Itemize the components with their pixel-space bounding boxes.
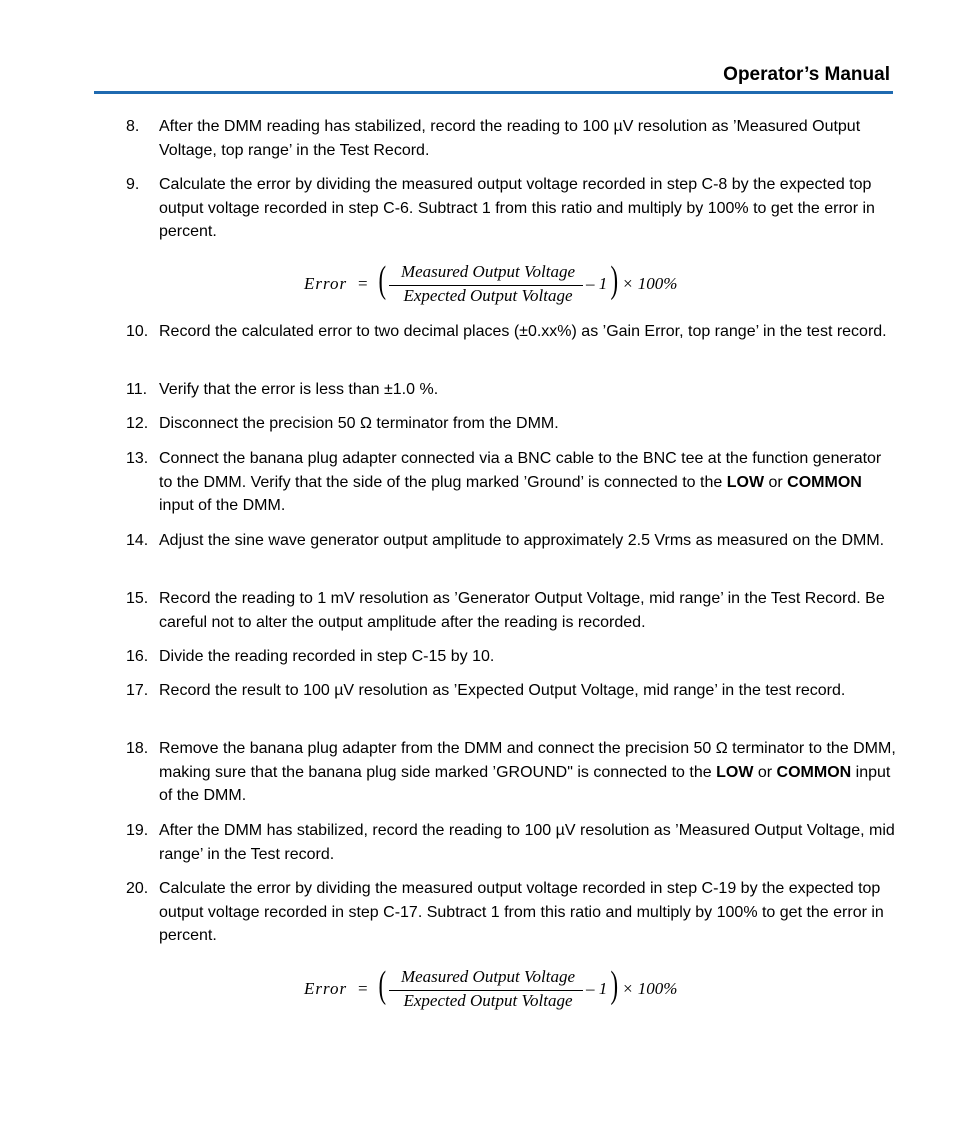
step-text: Verify that the error is less than ±1.0 %. bbox=[159, 381, 439, 398]
equation-paren-left: ( bbox=[378, 964, 387, 1006]
equation-multiplier: × 100% bbox=[622, 979, 678, 998]
equation-denominator: Expected Output Voltage bbox=[403, 286, 573, 305]
step-number: 16. bbox=[126, 648, 149, 665]
equation-equals: = bbox=[358, 274, 368, 293]
step-text: Adjust the sine wave generator output amplitude to approximately 2.5 Vrms as measured on the DMM. bbox=[159, 532, 885, 549]
emphasis-common: COMMON bbox=[787, 473, 862, 491]
step-20 bbox=[126, 877, 896, 948]
step-11 bbox=[126, 378, 896, 402]
equation-numerator: Measured Output Voltage bbox=[400, 967, 576, 986]
step-text: After the DMM reading has stabilized, record the reading to 100 µV resolution as ’Measured Output Voltage, top range’ in the Test Record. bbox=[159, 118, 861, 159]
equation-paren-right: ) bbox=[610, 259, 619, 301]
step-number: 10. bbox=[126, 323, 149, 340]
step-19 bbox=[126, 819, 896, 866]
step-text bbox=[159, 447, 896, 518]
step-14 bbox=[126, 529, 896, 553]
equation-paren-left: ( bbox=[378, 259, 387, 301]
step-number: 13. bbox=[126, 450, 149, 467]
step-number: 20. bbox=[126, 880, 149, 897]
step-number: 15. bbox=[126, 590, 149, 607]
step-15 bbox=[126, 587, 896, 634]
equation-paren-right: ) bbox=[610, 964, 619, 1006]
step-8 bbox=[126, 115, 896, 162]
step-number: 11. bbox=[126, 381, 148, 398]
equation-lhs: Error bbox=[304, 274, 348, 293]
equation-denominator: Expected Output Voltage bbox=[403, 991, 573, 1010]
emphasis-low: LOW bbox=[726, 473, 765, 491]
step-10 bbox=[126, 320, 896, 344]
equation-numerator: Measured Output Voltage bbox=[400, 262, 576, 281]
equation-lhs: Error bbox=[304, 979, 348, 998]
header-rule bbox=[94, 91, 893, 94]
step-number: 8. bbox=[126, 118, 140, 135]
equation-multiplier: × 100% bbox=[622, 274, 678, 293]
gain-error-equation-mid bbox=[300, 965, 700, 1015]
gain-error-equation-top bbox=[300, 260, 700, 310]
step-text: Record the reading to 1 mV resolution as ’Generator Output Voltage, mid range’ in the Test Record. Be careful not to alter the output amplitude after the reading is recorded. bbox=[159, 590, 885, 631]
step-text-part: Remove the banana plug adapter from the DMM and connect the precision 50 Ω terminator to the DMM, making sure that the banana plug side marked ’GROUND" is connected to the bbox=[159, 740, 896, 781]
equation-minus-one: – 1 bbox=[586, 979, 608, 998]
step-text: Disconnect the precision 50 Ω terminator from the DMM. bbox=[159, 415, 559, 432]
step-number: 9. bbox=[126, 176, 140, 193]
step-text: Record the calculated error to two decimal places (±0.xx%) as ’Gain Error, top range’ in the test record. bbox=[159, 323, 887, 340]
header-title: Operator’s Manual bbox=[723, 64, 890, 85]
step-number: 18. bbox=[126, 740, 149, 757]
emphasis-low: LOW bbox=[716, 763, 754, 781]
step-13 bbox=[126, 447, 896, 518]
step-text bbox=[159, 737, 896, 808]
step-number: 12. bbox=[126, 415, 149, 432]
step-text-part: or bbox=[764, 473, 788, 491]
step-text: After the DMM has stabilized, record the reading to 100 µV resolution as ’Measured Output Voltage, mid range’ in the Test record. bbox=[159, 822, 895, 863]
equation-equals: = bbox=[358, 979, 368, 998]
step-text-part: or bbox=[753, 763, 777, 781]
step-12 bbox=[126, 412, 896, 436]
equation-minus-one: – 1 bbox=[586, 274, 608, 293]
step-text: Divide the reading recorded in step C-15 by 10. bbox=[159, 648, 495, 665]
step-text-part: Connect the banana plug adapter connected via a BNC cable to the BNC tee at the function generator to the DMM. Verify that the side of the plug marked ’Ground’ is connected to the bbox=[159, 450, 882, 491]
step-text: Record the result to 100 µV resolution as ’Expected Output Voltage, mid range’ in the test record. bbox=[159, 682, 846, 699]
emphasis-common: COMMON bbox=[776, 763, 852, 781]
step-9 bbox=[126, 173, 896, 244]
step-16 bbox=[126, 645, 896, 669]
step-text-part: input of the DMM. bbox=[159, 763, 891, 804]
step-text: Calculate the error by dividing the measured output voltage recorded in step C-8 by the expected top output voltage recorded in step C-6. Subtract 1 from this ratio and multiply by 100% to get the error in percent. bbox=[159, 176, 875, 240]
step-text: Calculate the error by dividing the measured output voltage recorded in step C-19 by the expected top output voltage recorded in step C-17. Subtract 1 from this ratio and multiply by 100% to get the error in percent. bbox=[159, 880, 884, 944]
step-18 bbox=[126, 737, 896, 808]
step-text-part: input of the DMM. bbox=[159, 497, 286, 514]
step-17 bbox=[126, 679, 896, 703]
step-number: 14. bbox=[126, 532, 149, 549]
step-number: 17. bbox=[126, 682, 149, 699]
step-number: 19. bbox=[126, 822, 149, 839]
